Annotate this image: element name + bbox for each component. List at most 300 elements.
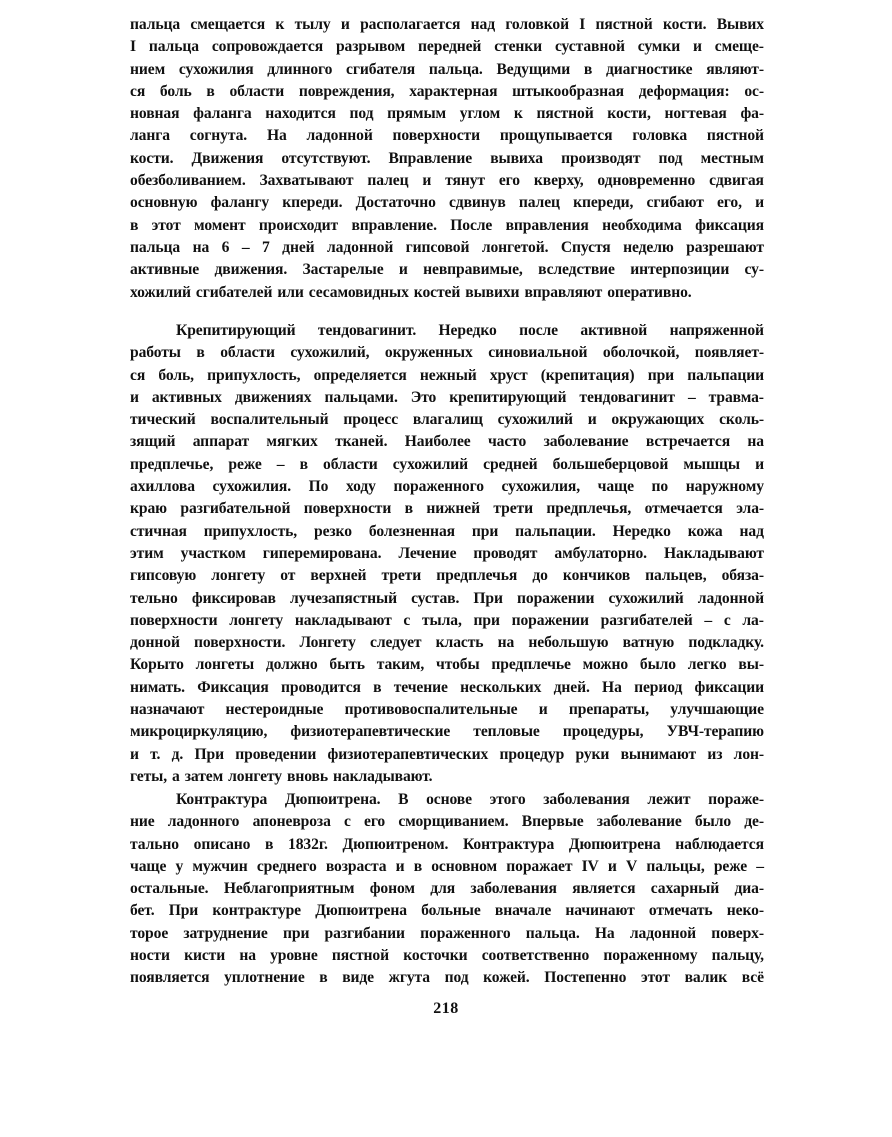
word: тельно [130,589,178,607]
word: донной [130,634,180,652]
word: пальцами. [324,388,398,406]
word: – [704,611,713,629]
word: лежит [647,791,691,808]
word: при [471,522,499,540]
word: процесс [343,411,399,429]
word: ахиллова [130,478,195,496]
word: Впервые [521,813,584,831]
word: пальца. [525,924,580,942]
word: поверхности [130,611,218,629]
word: активной [580,322,648,339]
word: течение [393,678,448,696]
word: углом [459,105,501,123]
word: сухожилия [178,60,254,78]
word: затруднение [183,924,268,942]
word: апоневроза [252,813,331,831]
word: сдвигая [709,172,764,190]
text-line [130,259,764,281]
text-line [130,36,764,58]
word: описано [193,835,251,853]
word: физиотерапевтические [290,723,451,741]
word: – [241,238,250,256]
word: при [282,924,310,942]
word: фиксация [695,216,764,234]
word: мягких [266,433,318,451]
word: руки [575,745,610,763]
word: IV [581,857,599,875]
word: фалангу [210,194,270,212]
word: косточки [403,947,468,965]
word: и [130,388,139,406]
word: передней [418,38,482,56]
word: длинного [267,60,333,78]
word: ся [130,82,146,100]
word: кпереди, [573,194,634,212]
text-line [130,521,764,543]
word: геты, [130,767,168,785]
word: верхней [310,567,367,585]
word: фаланга [193,105,252,123]
word: сесамовидных [308,283,409,301]
word: Вправление [388,149,473,167]
word: появляется [130,969,210,987]
word: При [168,902,199,920]
word: лонгету [211,567,266,585]
word: сумки [637,38,681,56]
text-line [130,945,764,967]
text-line [130,721,764,743]
word: этот [151,216,181,234]
word: предплечье, [130,455,214,473]
word: вновь [287,767,328,785]
word: улучшающие [670,701,764,719]
word: до [532,567,548,585]
word: сухожилия, [501,478,581,496]
word: накладывают [294,611,392,629]
word: в [196,344,205,362]
word: лонгетой. [481,238,549,256]
word: на [239,947,256,965]
word: период [634,678,683,696]
word: ладонной [629,924,697,942]
text-line [130,900,764,922]
word: припухлость, [203,522,298,540]
text-line [130,170,764,192]
word: пальцы, [646,857,705,875]
word: штыкообразная [512,82,624,100]
word: су- [744,261,764,279]
word: интерпозиции [630,261,730,279]
word: с [343,813,351,831]
word: нимать. [130,678,185,696]
word: При [473,589,503,607]
word: УВЧ-терапию [666,723,764,741]
word: основном [431,857,498,875]
word: заболевание [543,433,629,451]
text-line [130,387,764,409]
word: – [276,455,285,473]
word: фоном [369,880,415,898]
word: сдвинув [448,194,506,212]
text-line [130,610,764,632]
word: подкладку. [688,634,764,652]
word: движения. [214,261,288,279]
word: Вывих [716,16,764,33]
word: фиксировав [191,589,276,607]
word: повреждения, [298,82,395,100]
word: чаще [130,857,167,875]
word: к [275,16,285,33]
word: валик [684,969,728,987]
word: пальца [130,238,181,256]
word: тально [130,835,179,853]
word: отсутствуют. [281,149,371,167]
word: основе [426,791,472,808]
word: и [395,857,405,875]
word: пальца. [428,60,483,78]
paragraph-dislocation [130,14,764,304]
word: пальцев, [645,567,707,585]
word: в [583,60,593,78]
word: сгибают [646,194,704,212]
word: т. [150,745,161,763]
word: в [299,455,308,473]
word: таким, [376,656,425,674]
word: виде [342,969,375,987]
word: его, [716,194,742,212]
word: сустав. [411,589,460,607]
word: чтобы [436,656,480,674]
word: затем [184,767,224,785]
word: тылу [294,16,331,33]
page-number: 218 [433,1000,459,1017]
word: над [739,522,764,540]
word: сколь- [719,411,764,429]
word: пальпации [687,366,764,384]
word: заболевания [543,791,630,808]
word: оперативно. [607,283,692,301]
word: – [687,388,696,406]
word: Движения [191,149,264,167]
word: было [694,813,732,831]
word: пястной [595,16,653,33]
word: нестероидные [225,701,324,719]
text-line [130,192,764,214]
word: Неблагоприятным [223,880,355,898]
word: ладонной [327,238,394,256]
word: фа- [740,105,764,123]
word: активных [151,388,222,406]
text-line [130,476,764,498]
word: тянут [445,172,485,190]
word: этим [130,544,164,562]
word: палец [367,172,409,190]
word: фиксации [694,678,764,696]
word: заболевания [470,880,557,898]
word: предплечья [436,567,518,585]
word: остальные. [130,880,209,898]
word: местным [700,149,764,167]
word: в [265,835,274,853]
word: с [403,611,411,629]
word: тический [130,411,196,429]
word: трети [493,500,533,518]
word: при [473,611,500,629]
word: пальца [148,38,199,56]
word: противовоспалительные [344,701,518,719]
word: сопровождается [211,38,324,56]
word: вы- [738,656,764,674]
word: лонгету [228,767,282,785]
word: контрактуре [212,902,301,920]
word: зящий [130,433,176,451]
word: сухожилий [608,589,684,607]
word: ос- [744,82,764,100]
word: пораженному [603,947,698,965]
word: нием [130,60,166,78]
word: На [602,678,622,696]
word: его [364,813,386,831]
word: вследствие [538,261,615,279]
word: в [319,969,328,987]
text-line [130,59,764,81]
word: и [538,701,548,719]
word: ние [130,813,155,831]
word: сахарный [650,880,720,898]
text-line [130,409,764,431]
word: обяза- [721,567,764,585]
word: ланга [130,127,170,145]
word: при [647,366,675,384]
word: I [130,38,136,56]
word: новная [130,105,180,123]
word: хруст [489,366,528,384]
word: д. [171,745,184,763]
word: боль [159,82,192,100]
word: ладонной [306,127,373,145]
word: пораже- [708,791,764,808]
word: одновременно [597,172,696,190]
word: нескольких [460,678,542,696]
text-line-first [130,789,764,811]
word: в [130,216,139,234]
word: вывиха [490,149,543,167]
word: поражении [511,611,589,629]
word: пораженного [420,924,511,942]
text-line [130,565,764,587]
word: тендовагинит [579,388,675,406]
word: отмечать [648,902,713,920]
word: кости. [662,16,707,33]
word: движениях [234,388,312,406]
word: вправления [505,216,589,234]
text-line [130,342,764,364]
word: пораженного [393,478,484,496]
text-line [130,431,764,453]
text-line [130,498,764,520]
word: тыла, [421,611,462,629]
word: резко [314,522,352,540]
word: на [747,433,764,451]
word: нижней [426,500,480,518]
word: головкой [505,16,569,33]
word: и [755,455,764,473]
word: следует [370,634,422,652]
word: основную [130,194,198,212]
word: момент [194,216,246,234]
word: области [220,344,275,362]
text-line [130,365,764,387]
word: При [194,745,225,763]
word: чаще [597,478,634,496]
word: этого [489,791,526,808]
word: разрывом [335,38,406,56]
text-line [130,588,764,610]
text-line [130,125,764,147]
word: участком [180,544,246,562]
word: с [723,611,731,629]
word: разгибателей [600,611,693,629]
word: или [277,283,304,301]
word: стенки [494,38,543,56]
word: кожей. [483,969,530,987]
word: являют- [706,60,764,78]
word: ходу [346,478,376,496]
word: дней. [553,678,590,696]
word: вынимают [620,745,697,763]
word: под [349,105,374,123]
word: прямым [387,105,447,123]
word: разгибании [324,924,405,942]
word: для [430,880,456,898]
word: амбулаторно. [554,544,647,562]
word: пястной [706,127,764,145]
word: пальпации. [515,522,596,540]
word: 6 [221,238,230,256]
word: должно [265,656,318,674]
word: соответственно [481,947,590,965]
word: появляет- [694,344,764,362]
text-line [130,237,764,259]
word: ладонной [697,589,764,607]
word: Нередко [612,522,671,540]
word: Лонгету [299,634,356,652]
word: травма- [708,388,764,406]
word: гипсовую [130,567,197,585]
run-in-heading-word: тендовагинит. [317,322,417,339]
text-line [130,967,764,989]
word: невправимые, [423,261,523,279]
word: Наиболее [404,433,471,451]
word: к [513,105,523,123]
text-line [130,654,764,676]
word: На [594,924,615,942]
word: можно [582,656,629,674]
word: лон- [733,745,764,763]
word: хожилий [130,283,191,301]
text-line [130,14,764,36]
word: на [192,238,210,256]
word: палец [518,194,560,212]
text-line [130,632,764,654]
word: уплотнение [224,969,305,987]
word: уровне [270,947,318,965]
word: встречается [645,433,731,451]
word: I [579,16,586,33]
text-line [130,699,764,721]
text-line [130,148,764,170]
word: всё [741,969,764,987]
word: реже [713,857,748,875]
word: реже [228,455,262,473]
word: воспалительный [210,411,329,429]
word: лонгету [229,611,284,629]
word: после [519,322,558,339]
word: поверхности. [194,634,286,652]
paragraph-tendovaginitis [130,320,764,788]
word: часто [487,433,527,451]
word: 1832г. [288,835,328,853]
word: кверху, [533,172,584,190]
word: гиперемирована. [262,544,382,562]
text-line-first [130,320,764,342]
word: де- [744,813,764,831]
word: из [707,745,723,763]
run-in-heading-word: Контрактура [176,791,268,808]
word: кпереди. [282,194,343,212]
word: происходит [258,216,339,234]
text-line [130,543,764,565]
text-line [130,103,764,125]
word: Контрактура [462,835,555,853]
text-line [130,215,764,237]
word: этот [640,969,670,987]
word: стичная [130,522,187,540]
word: По [308,478,329,496]
word: вправление. [351,216,437,234]
run-in-heading-word: Крепитирующий [176,322,296,339]
word: окруженных [384,344,473,362]
word: проведении [235,745,317,763]
word: краю [130,500,167,518]
word: поверхности [303,500,392,518]
word: болезненная [368,522,455,540]
word: под [658,149,683,167]
word: кости. [130,149,174,167]
word: костей [413,283,461,301]
word: вывихи [465,283,520,301]
word: поражении [517,589,595,607]
word: согнута. [189,127,248,145]
word: сухожилий, [290,344,370,362]
word: Ведущими [496,60,571,78]
word: больные [421,902,481,920]
word: пальца [130,16,181,33]
word: пястной [331,947,389,965]
word: и [755,194,764,212]
word: Достаточно [355,194,436,212]
word: Спустя [560,238,611,256]
word: и [607,857,617,875]
word: кожа [687,522,723,540]
word: начинают [565,902,635,920]
word: После [450,216,493,234]
word: боль, [158,366,194,384]
word: от [280,567,296,585]
word: в [404,500,413,518]
word: разгибательной [180,500,291,518]
word: кончиков [562,567,631,585]
